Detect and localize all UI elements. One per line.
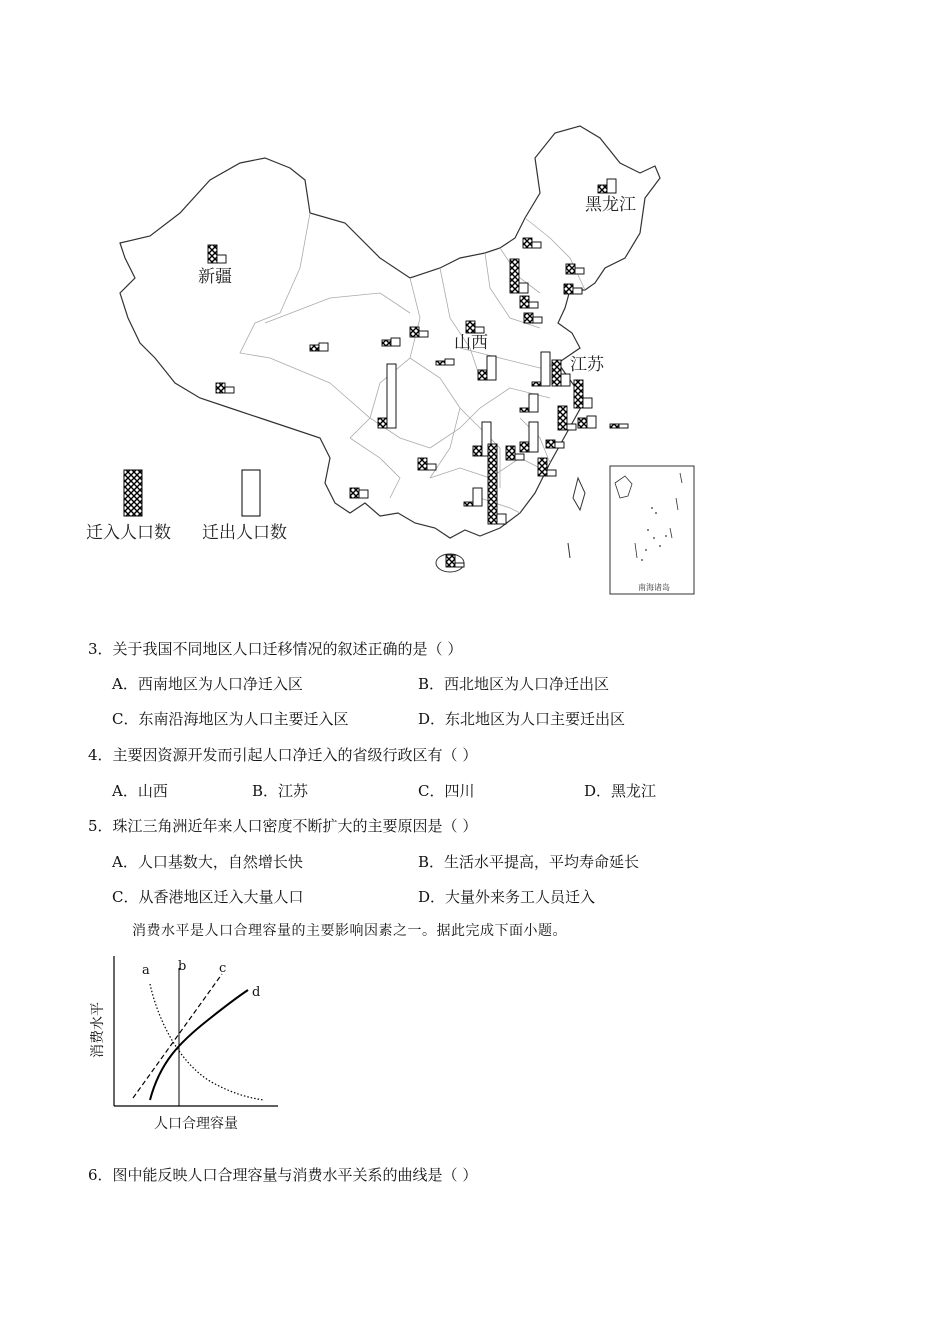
question-5-option-c[interactable]: C．从香港地区迁入大量人口: [112, 888, 304, 906]
out-bar: [391, 338, 400, 346]
out-bar: [515, 454, 524, 460]
in-bar: [506, 446, 515, 460]
in-bar: [310, 345, 319, 351]
out-bar: [427, 464, 436, 470]
population-migration-map: [80, 118, 700, 600]
question-3-option-c[interactable]: C．东南沿海地区为人口主要迁入区: [112, 710, 349, 728]
question-5-option-a[interactable]: A．人口基数大，自然增长快: [112, 853, 303, 871]
out-bar: [561, 374, 570, 386]
consumption-capacity-graph: [88, 950, 288, 1140]
graph-xlabel: 人口合理容量: [154, 1116, 238, 1132]
out-bar: [607, 179, 616, 193]
out-bar: [547, 470, 556, 476]
curve-label-d: d: [252, 985, 261, 1000]
legend-in-swatch: [124, 470, 142, 516]
out-bar: [387, 364, 396, 428]
in-bar: [552, 360, 561, 386]
inset-caption: 南海诸岛: [638, 583, 670, 592]
out-bar: [455, 563, 464, 567]
in-bar: [446, 555, 455, 567]
out-bar: [529, 394, 538, 412]
in-bar: [350, 488, 359, 498]
curve-c: [133, 974, 222, 1098]
out-bar: [583, 398, 592, 408]
in-bar: [510, 259, 519, 293]
out-bar: [473, 488, 482, 506]
out-bar: [573, 288, 582, 294]
label-xinjiang: 新疆: [198, 267, 232, 287]
out-bar: [575, 268, 584, 274]
passage-intro: 消费水平是人口合理容量的主要影响因素之一。据此完成下面小题。: [132, 923, 567, 939]
in-bar: [566, 264, 575, 274]
in-bar: [524, 313, 533, 323]
curve-label-c: c: [219, 961, 227, 976]
question-4-option-b[interactable]: B．江苏: [252, 782, 309, 800]
in-bar: [382, 340, 391, 346]
out-bar: [497, 514, 506, 524]
in-bar: [610, 424, 619, 428]
question-6-stem: 6．图中能反映人口合理容量与消费水平关系的曲线是（ ）: [88, 1166, 478, 1184]
legend-out-label: 迁出人口数: [202, 523, 287, 543]
out-bar: [532, 242, 541, 248]
out-bar: [529, 422, 538, 452]
in-bar: [216, 383, 225, 393]
south-china-sea-inset: [610, 466, 694, 594]
out-bar: [419, 331, 428, 337]
question-3-option-d[interactable]: D．东北地区为人口主要迁出区: [418, 710, 626, 728]
out-bar: [487, 356, 496, 380]
question-3-option-b[interactable]: B．西北地区为人口净迁出区: [418, 675, 610, 693]
out-bar: [541, 352, 550, 386]
in-bar: [478, 370, 487, 380]
in-bar: [464, 502, 473, 506]
question-4-option-c[interactable]: C．四川: [418, 782, 475, 800]
out-bar: [225, 387, 234, 393]
in-bar: [578, 418, 587, 428]
out-bar: [567, 424, 576, 430]
question-5-option-d[interactable]: D．大量外来务工人员迁入: [418, 888, 596, 906]
taiwan-island: [573, 478, 585, 510]
curve-a: [150, 984, 264, 1100]
out-bar: [519, 283, 528, 293]
in-bar: [410, 327, 419, 337]
in-bar: [523, 238, 532, 248]
out-bar: [217, 255, 226, 263]
question-5-stem: 5．珠江三角洲近年来人口密度不断扩大的主要原因是（ ）: [88, 817, 478, 835]
in-bar: [488, 444, 497, 524]
in-bar: [418, 458, 427, 470]
question-3-stem: 3．关于我国不同地区人口迁移情况的叙述正确的是（ ）: [88, 640, 463, 658]
out-bar: [533, 317, 542, 323]
in-bar: [378, 418, 387, 428]
label-heilongjiang: 黑龙江: [585, 195, 636, 215]
label-shanxi: 山西: [454, 333, 488, 353]
in-bar: [208, 245, 217, 263]
in-bar: [538, 458, 547, 476]
in-bar: [546, 440, 555, 448]
out-bar: [445, 359, 454, 365]
in-bar: [520, 442, 529, 452]
question-4-option-a[interactable]: A．山西: [112, 782, 168, 800]
question-4-option-d[interactable]: D．黑龙江: [584, 782, 657, 800]
out-bar: [529, 302, 538, 308]
question-3-option-a[interactable]: A．西南地区为人口净迁入区: [112, 675, 303, 693]
in-bar: [466, 321, 475, 333]
question-5-option-b[interactable]: B．生活水平提高，平均寿命延长: [418, 853, 640, 871]
in-bar: [564, 284, 573, 294]
in-bar: [558, 406, 567, 430]
in-bar: [436, 361, 445, 365]
curve-label-b: b: [178, 959, 187, 974]
out-bar: [619, 424, 628, 428]
out-bar: [587, 416, 596, 428]
out-bar: [319, 343, 328, 351]
label-jiangsu: 江苏: [570, 355, 604, 375]
legend-in-label: 迁入人口数: [86, 523, 171, 543]
out-bar: [359, 490, 368, 498]
china-outline: [120, 126, 660, 538]
in-bar: [473, 446, 482, 456]
in-bar: [574, 380, 583, 408]
graph-ylabel: 消费水平: [90, 1002, 106, 1058]
curve-label-a: a: [142, 963, 150, 978]
in-bar: [520, 408, 529, 412]
legend-out-swatch: [242, 470, 260, 516]
question-4-stem: 4．主要因资源开发而引起人口净迁入的省级行政区有（ ）: [88, 746, 478, 764]
in-bar: [598, 185, 607, 193]
in-bar: [532, 382, 541, 386]
out-bar: [555, 442, 564, 448]
in-bar: [520, 296, 529, 308]
